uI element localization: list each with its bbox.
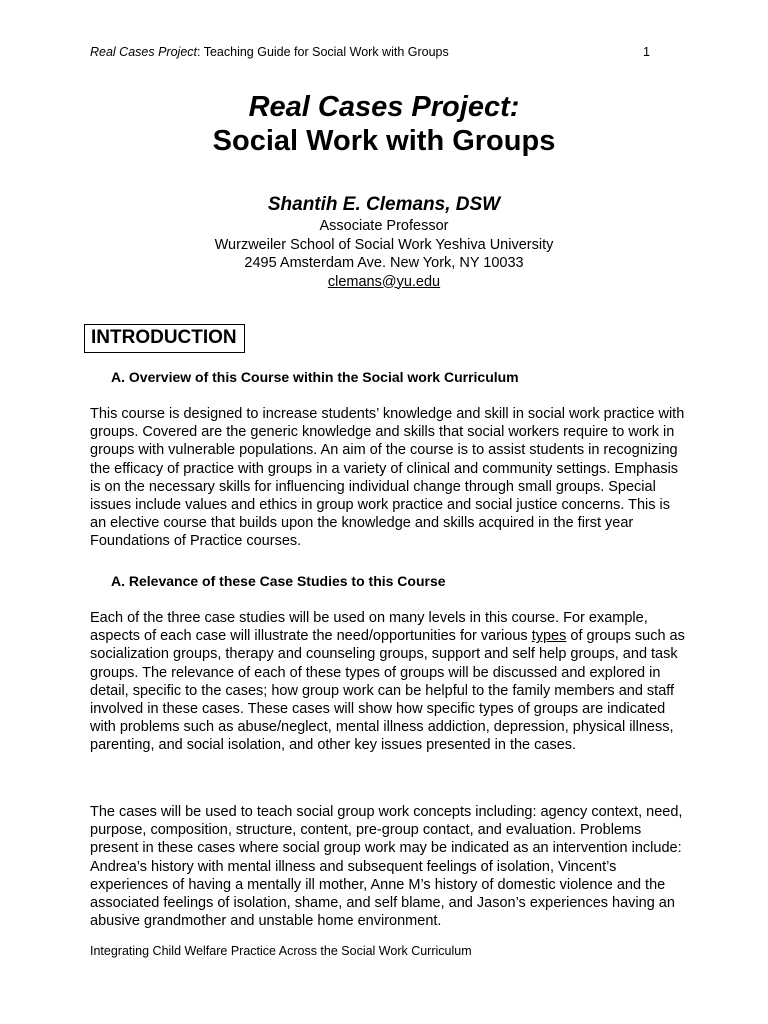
paragraph-overview: This course is designed to increase students’ knowledge and skill in social work practice with groups. Covered are the generic knowledge and skills that social workers require to work in groups with vulnerable populations. An aim of the course is to assist students in recognizing the efficacy of practice with groups in a variety of clinical and community settings. Emphasis is on the necessary skills for influencing individual change through small groups. Special issues include values and ethics in group work practice and social justice concerns. This is an elective course that builds upon the knowledge and skills acquired in the first year Foundations of Practice courses. bbox=[90, 406, 685, 550]
paragraph-relevance-part1: Each of the three case studies will be used on many levels in this course. For example, aspects of each case will illustrate the need/opportunities for various bbox=[90, 610, 648, 645]
author-position: Associate Professor bbox=[319, 218, 449, 234]
subheading-relevance: A. Relevance of these Case Studies to this Course bbox=[111, 573, 446, 589]
title-line-2: Social Work with Groups bbox=[212, 125, 556, 157]
author-block bbox=[0, 193, 768, 291]
paragraph-concepts: The cases will be used to teach social group work concepts including: agency context, need, purpose, composition, structure, content, pre-group contact, and evaluation. Problems present in these cases where social group work may be indicated as an intervention include: Andrea’s history with mental illness and subsequent feelings of isolation, Vincent’s experiences of having a mentally ill mother, Anne M’s history of domestic violence and the associated feelings of isolation, shame, and self blame, and Jason’s experiences having an abusive grandmother and unstable home environment. bbox=[90, 804, 683, 930]
header-title-rest: : Teaching Guide for Social Work with Groups bbox=[197, 45, 449, 59]
header-title bbox=[90, 45, 449, 59]
page-number: 1 bbox=[643, 45, 650, 59]
author-email-link[interactable]: clemans@yu.edu bbox=[327, 273, 441, 290]
underlined-word-types: types bbox=[531, 628, 567, 645]
title-line-1: Real Cases Project: bbox=[248, 91, 520, 123]
paragraph-relevance-part2: of groups such as socialization groups, therapy and counseling groups, support and self help groups, and task groups. The relevance of each of these types of groups will be discussed and explored in detail, specific to the cases; how group work can be helpful to the family members and staff involved in these cases. These cases will show how specific types of groups are indicated with problems such as abuse/neglect, mental illness addiction, depression, physical illness, parenting, and social isolation, and other key issues presented in the cases. bbox=[90, 628, 685, 754]
running-header bbox=[90, 45, 650, 59]
document-title bbox=[0, 90, 768, 158]
paragraph-relevance bbox=[90, 609, 690, 755]
author-institution: Wurzweiler School of Social Work Yeshiva University bbox=[214, 236, 554, 253]
author-name: Shantih E. Clemans, DSW bbox=[267, 194, 501, 215]
subheading-overview: A. Overview of this Course within the Social work Curriculum bbox=[111, 369, 519, 385]
header-title-italic: Real Cases Project bbox=[90, 45, 197, 59]
section-heading-introduction: INTRODUCTION bbox=[84, 324, 245, 353]
running-footer: Integrating Child Welfare Practice Across the Social Work Curriculum bbox=[90, 944, 472, 958]
author-address: 2495 Amsterdam Ave. New York, NY 10033 bbox=[244, 255, 524, 271]
